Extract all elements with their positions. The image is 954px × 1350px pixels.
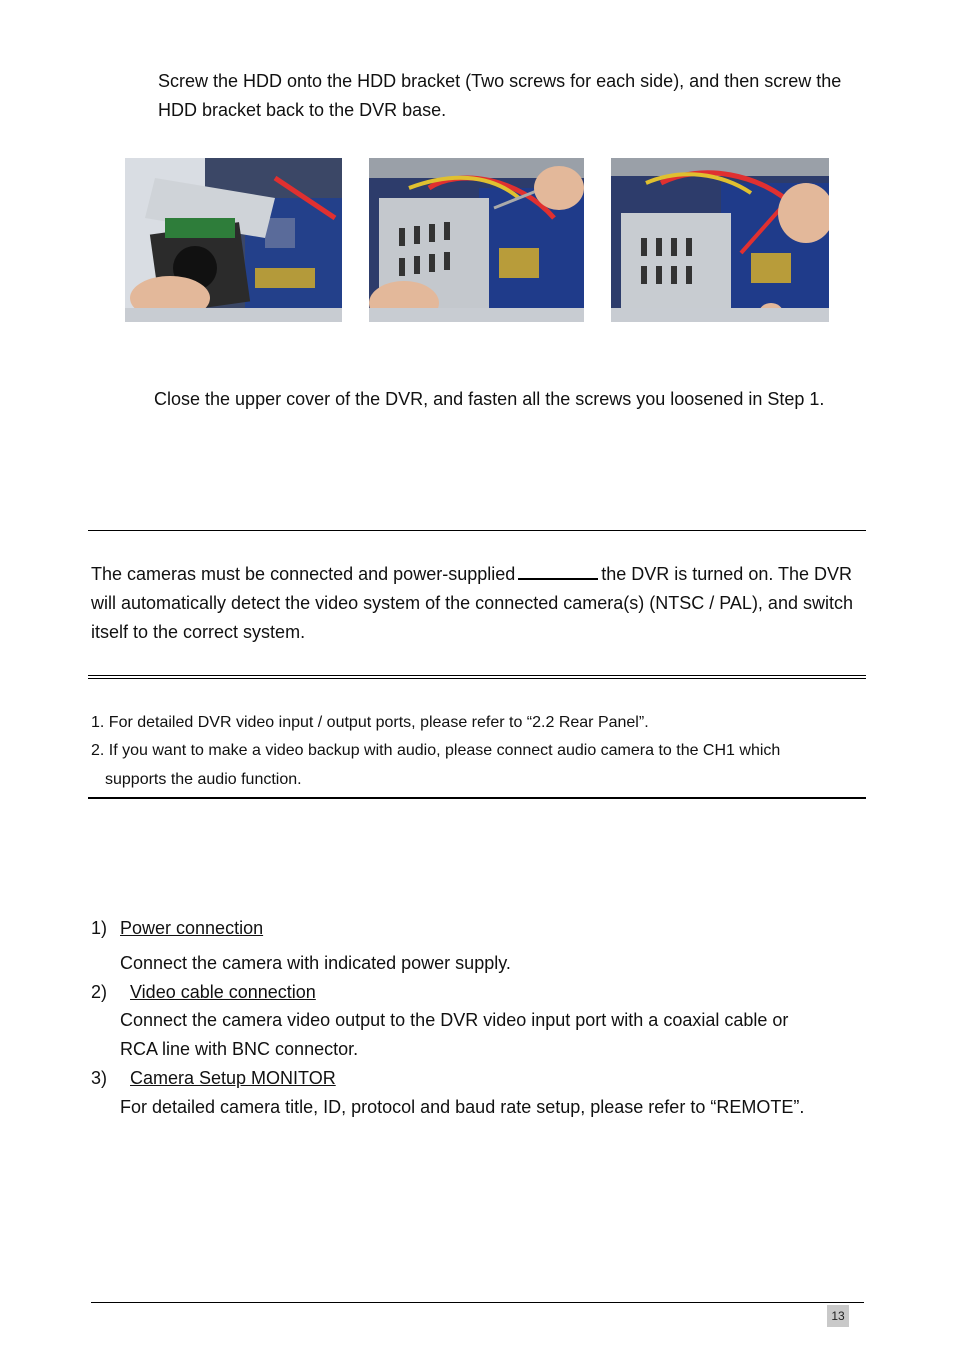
notes-bottom-rule [88,797,866,799]
notice-bottom-rule [88,675,866,676]
step-hdd-instruction: Screw the HDD onto the HDD bracket (Two screws for each side), and then screw the HDD bracket back to the DVR base. [158,71,842,120]
step-2-text-line1: Connect the camera video output to the DVR video input port with a coaxial cable or [120,1010,789,1030]
step-3-text: For detailed camera title, ID, protocol and baud rate setup, please refer to “REMOTE”. [120,1097,805,1117]
note-2-cont: supports the audio function. [105,771,302,788]
notes-top-rule [88,678,866,679]
notice-top-rule [88,530,866,531]
step-cover-instruction: Close the upper cover of the DVR, and fasten all the screws you loosened in Step 1. [154,389,825,409]
page-number: 13 [827,1305,849,1327]
photo-hdd-bracket [125,158,342,322]
notice-text-part2: the DVR is turned on. The DVR will automatically detect the video system of the connected camera(s) (NTSC / PAL), and switch itself to the correct system. [91,564,853,642]
step-1-text: Connect the camera with indicated power supply. [120,953,511,973]
note-1: 1. For detailed DVR video input / output ports, please refer to “2.2 Rear Panel”. [91,714,649,731]
step-1-number: 1) [91,918,108,938]
step-2-text-line2: RCA line with BNC connector. [120,1039,359,1059]
photo-screwing-bracket [369,158,584,322]
step-3-title: Camera Setup MONITOR [130,1068,336,1088]
notice-text-part1: The cameras must be connected and power-supplied [91,564,516,584]
step-3-number: 3) [91,1068,108,1088]
step-1-title: Power connection [120,918,264,938]
step-2-number: 2) [91,982,108,1002]
photo-dvr-assembled [611,158,829,322]
note-2: 2. If you want to make a video backup with audio, please connect audio camera to the CH1 which [91,742,781,759]
notice-text [91,560,866,647]
footer-rule [91,1302,864,1303]
step-2-title: Video cable connection [130,982,316,1002]
notice-blank [518,564,598,580]
